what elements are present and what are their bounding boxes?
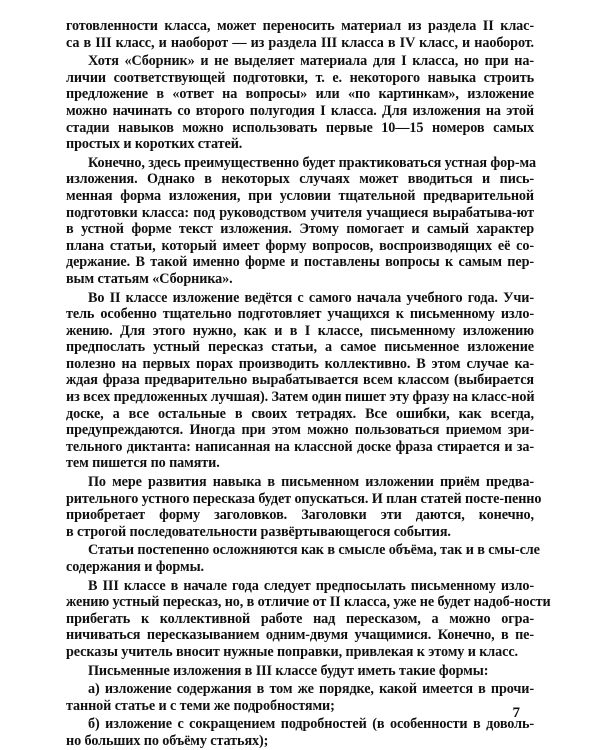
text-line: рительного устного пересказа будет опускаться. И план статей посте-пенно <box>66 490 542 507</box>
text-line: менная форма изложения, при условии тщательной предварительной <box>66 187 534 204</box>
text-line: В III классе в начале года следует предпосылать письменному изло- <box>88 577 534 594</box>
text-line: доске, а все остальные в своих тетрадях. Все ошибки, как всегда, <box>66 405 534 422</box>
text-line: из всех предложенных лучшая). Затем один пишет эту фразу на класс-ной <box>66 389 535 406</box>
text-line: жению устный пересказ, но, в отличие от II класса, уже не будет надоб-ности <box>66 594 551 611</box>
text-line: личии соответствующей подготовки, т. е. некоторого навыка строить <box>66 69 534 86</box>
text-line: полезно на первых порах производить коллективно. В этом случае ка- <box>66 355 534 372</box>
text-line: По мере развития навыка в письменном изложении приём предва- <box>88 474 534 491</box>
text-line: Письменные изложения в III классе будут иметь такие формы: <box>88 662 489 679</box>
text-line: предложение в «ответ на вопросы» или «по картинкам», изложение <box>66 86 534 103</box>
text-line: Конечно, здесь преимущественно будет практиковаться устная фор-ма <box>88 154 536 171</box>
book-page <box>66 18 551 750</box>
text-line: а) изложение содержания в том же порядке, какой имеется в прочи- <box>88 681 534 698</box>
text-line: стадии навыков можно использовать первые 10—15 номеров самых <box>66 119 534 136</box>
text-line: Во II классе изложение ведётся с самого начала учебного года. Учи- <box>88 289 534 306</box>
page-number: 7 <box>512 705 520 721</box>
text-line: содержания и формы. <box>66 559 204 575</box>
text-line: можно начинать со второго полугодия I класса. Для изложения на этой <box>66 102 534 119</box>
text-line: подготовки класса: под руководством учителя учащиеся вырабатыва-ют <box>66 204 534 221</box>
text-line: но больших по объёму статьях); <box>66 732 269 749</box>
text-line: тельного диктанта: написанная на классной доске фраза стирается и за- <box>66 438 534 455</box>
text-line: готовленности класса, может переносить материал из раздела II клас- <box>66 18 534 34</box>
text-line: б) изложение с сокращением подробностей (в особенности в доволь- <box>88 716 534 733</box>
text-line: предупреждаются. Иногда при этом можно пользоваться приемом зри- <box>66 422 534 439</box>
text-line: жению. Для этого нужно, как и в I классе, письменному изложению <box>66 322 534 339</box>
text-line: плана статьи, который имеет форму вопросов, воспроизводящих её со- <box>66 237 534 254</box>
text-line: предпослать устный пересказ статьи, а самое письменное изложение <box>66 339 534 356</box>
text-line: в строгой последовательности развёртывающегося события. <box>66 523 451 540</box>
text-line: са в III класс, и наоборот — из раздела III класса в IV класс, и наоборот. <box>66 34 534 51</box>
text-line: изложения. Однако в некоторых случаях может вводиться и пись- <box>66 171 534 188</box>
text-line: ждая фраза предварительно вырабатывается всем классом (выбирается <box>66 372 534 389</box>
text-line: в устной форме текст изложения. Этому помогает и самый характер <box>66 221 534 238</box>
text-line: Хотя «Сборник» и не выделяет материала для I класса, но при на- <box>88 53 534 70</box>
text-line: тель особенно тщательно подготовляет учащихся к письменному изло- <box>66 306 534 323</box>
text-line: Статьи постепенно осложняются как в смысле объёма, так и в смы-сле <box>88 542 540 559</box>
text-line: тем пишется по памяти. <box>66 455 220 472</box>
text-line: танной статье и с теми же подробностями; <box>66 697 335 714</box>
text-line: прибегать к коллективной работе над пересказом, а можно огра- <box>66 610 534 627</box>
text-line: вым статьям «Сборника». <box>66 270 233 287</box>
text-line: держание. В такой именно форме и поставлены вопросы к самым пер- <box>66 254 534 271</box>
text-line: ничиваться пересказыванием одним-двумя учащимися. Конечно, в пе- <box>66 627 534 644</box>
text-line: приобретает форму заголовков. Заголовки эти даются, конечно, <box>66 507 534 524</box>
text-line: ресказы учитель вносит нужные поправки, привлекая к этому и класс. <box>66 643 518 660</box>
text-line: простых и коротких статей. <box>66 136 243 153</box>
